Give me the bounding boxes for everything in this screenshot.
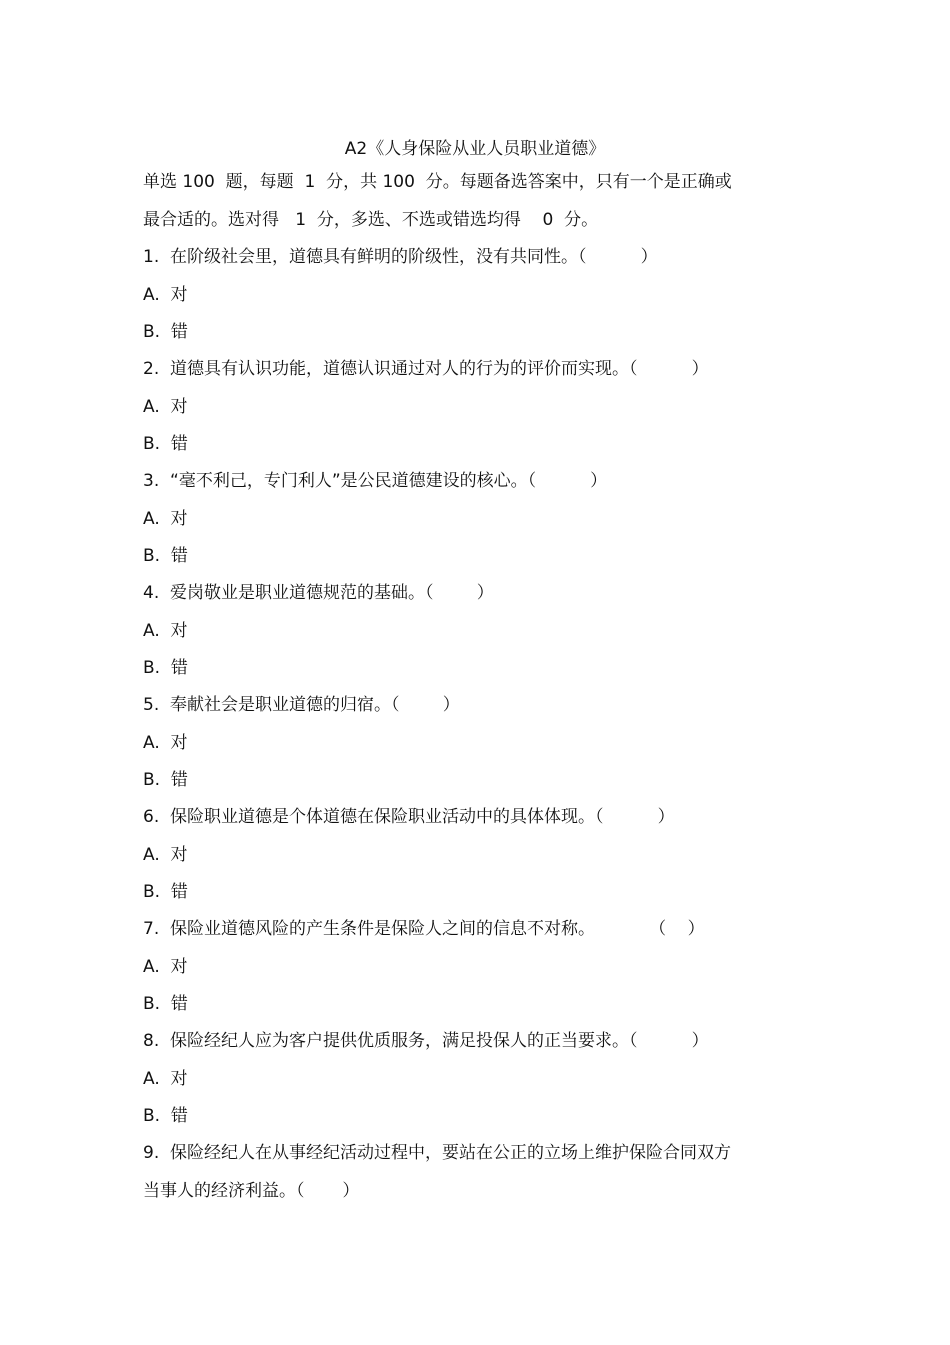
question-5-option-b: B. 错	[143, 770, 188, 790]
question-2-option-a: A. 对	[143, 397, 188, 417]
question-5-stem: 5. 奉献社会是职业道德的归宿。（ ）	[143, 695, 460, 715]
question-4-stem: 4. 爱岗敬业是职业道德规范的基础。（ ）	[143, 583, 494, 603]
question-9-stem-line-1: 9. 保险经纪人在从事经纪活动过程中，要站在公正的立场上维护保险合同双方	[143, 1143, 732, 1163]
question-9-stem-line-2: 当事人的经济利益。（ ）	[143, 1181, 360, 1201]
question-6-option-b: B. 错	[143, 882, 188, 902]
question-2-option-b: B. 错	[143, 434, 188, 454]
instructions-line-2: 最合适的。选对得 1 分，多选、不选或错选均得 0 分。	[143, 210, 599, 230]
question-4-option-a: A. 对	[143, 621, 188, 641]
question-6-stem: 6. 保险职业道德是个体道德在保险职业活动中的具体体现。（ ）	[143, 807, 675, 827]
question-1-stem: 1. 在阶级社会里，道德具有鲜明的阶级性，没有共同性。（ ）	[143, 247, 658, 267]
question-7-option-a: A. 对	[143, 957, 188, 977]
question-7-stem: 7. 保险业道德风险的产生条件是保险人之间的信息不对称。 （ ）	[143, 919, 705, 939]
question-5-option-a: A. 对	[143, 733, 188, 753]
instructions-line-1: 单选 100 题，每题 1 分，共 100 分。每题备选答案中，只有一个是正确或	[143, 172, 732, 192]
question-3-option-b: B. 错	[143, 546, 188, 566]
question-1-option-a: A. 对	[143, 285, 188, 305]
question-6-option-a: A. 对	[143, 845, 188, 865]
question-1-option-b: B. 错	[143, 322, 188, 342]
document-title: A2《人身保险从业人员职业道德》	[344, 139, 606, 159]
question-8-stem: 8. 保险经纪人应为客户提供优质服务，满足投保人的正当要求。（ ）	[143, 1031, 709, 1051]
question-4-option-b: B. 错	[143, 658, 188, 678]
question-7-option-b: B. 错	[143, 994, 188, 1014]
question-3-option-a: A. 对	[143, 509, 188, 529]
question-3-stem: 3. “毫不利己，专门利人”是公民道德建设的核心。（ ）	[143, 471, 608, 491]
question-8-option-a: A. 对	[143, 1069, 188, 1089]
question-8-option-b: B. 错	[143, 1106, 188, 1126]
question-2-stem: 2. 道德具有认识功能，道德认识通过对人的行为的评价而实现。（ ）	[143, 359, 709, 379]
